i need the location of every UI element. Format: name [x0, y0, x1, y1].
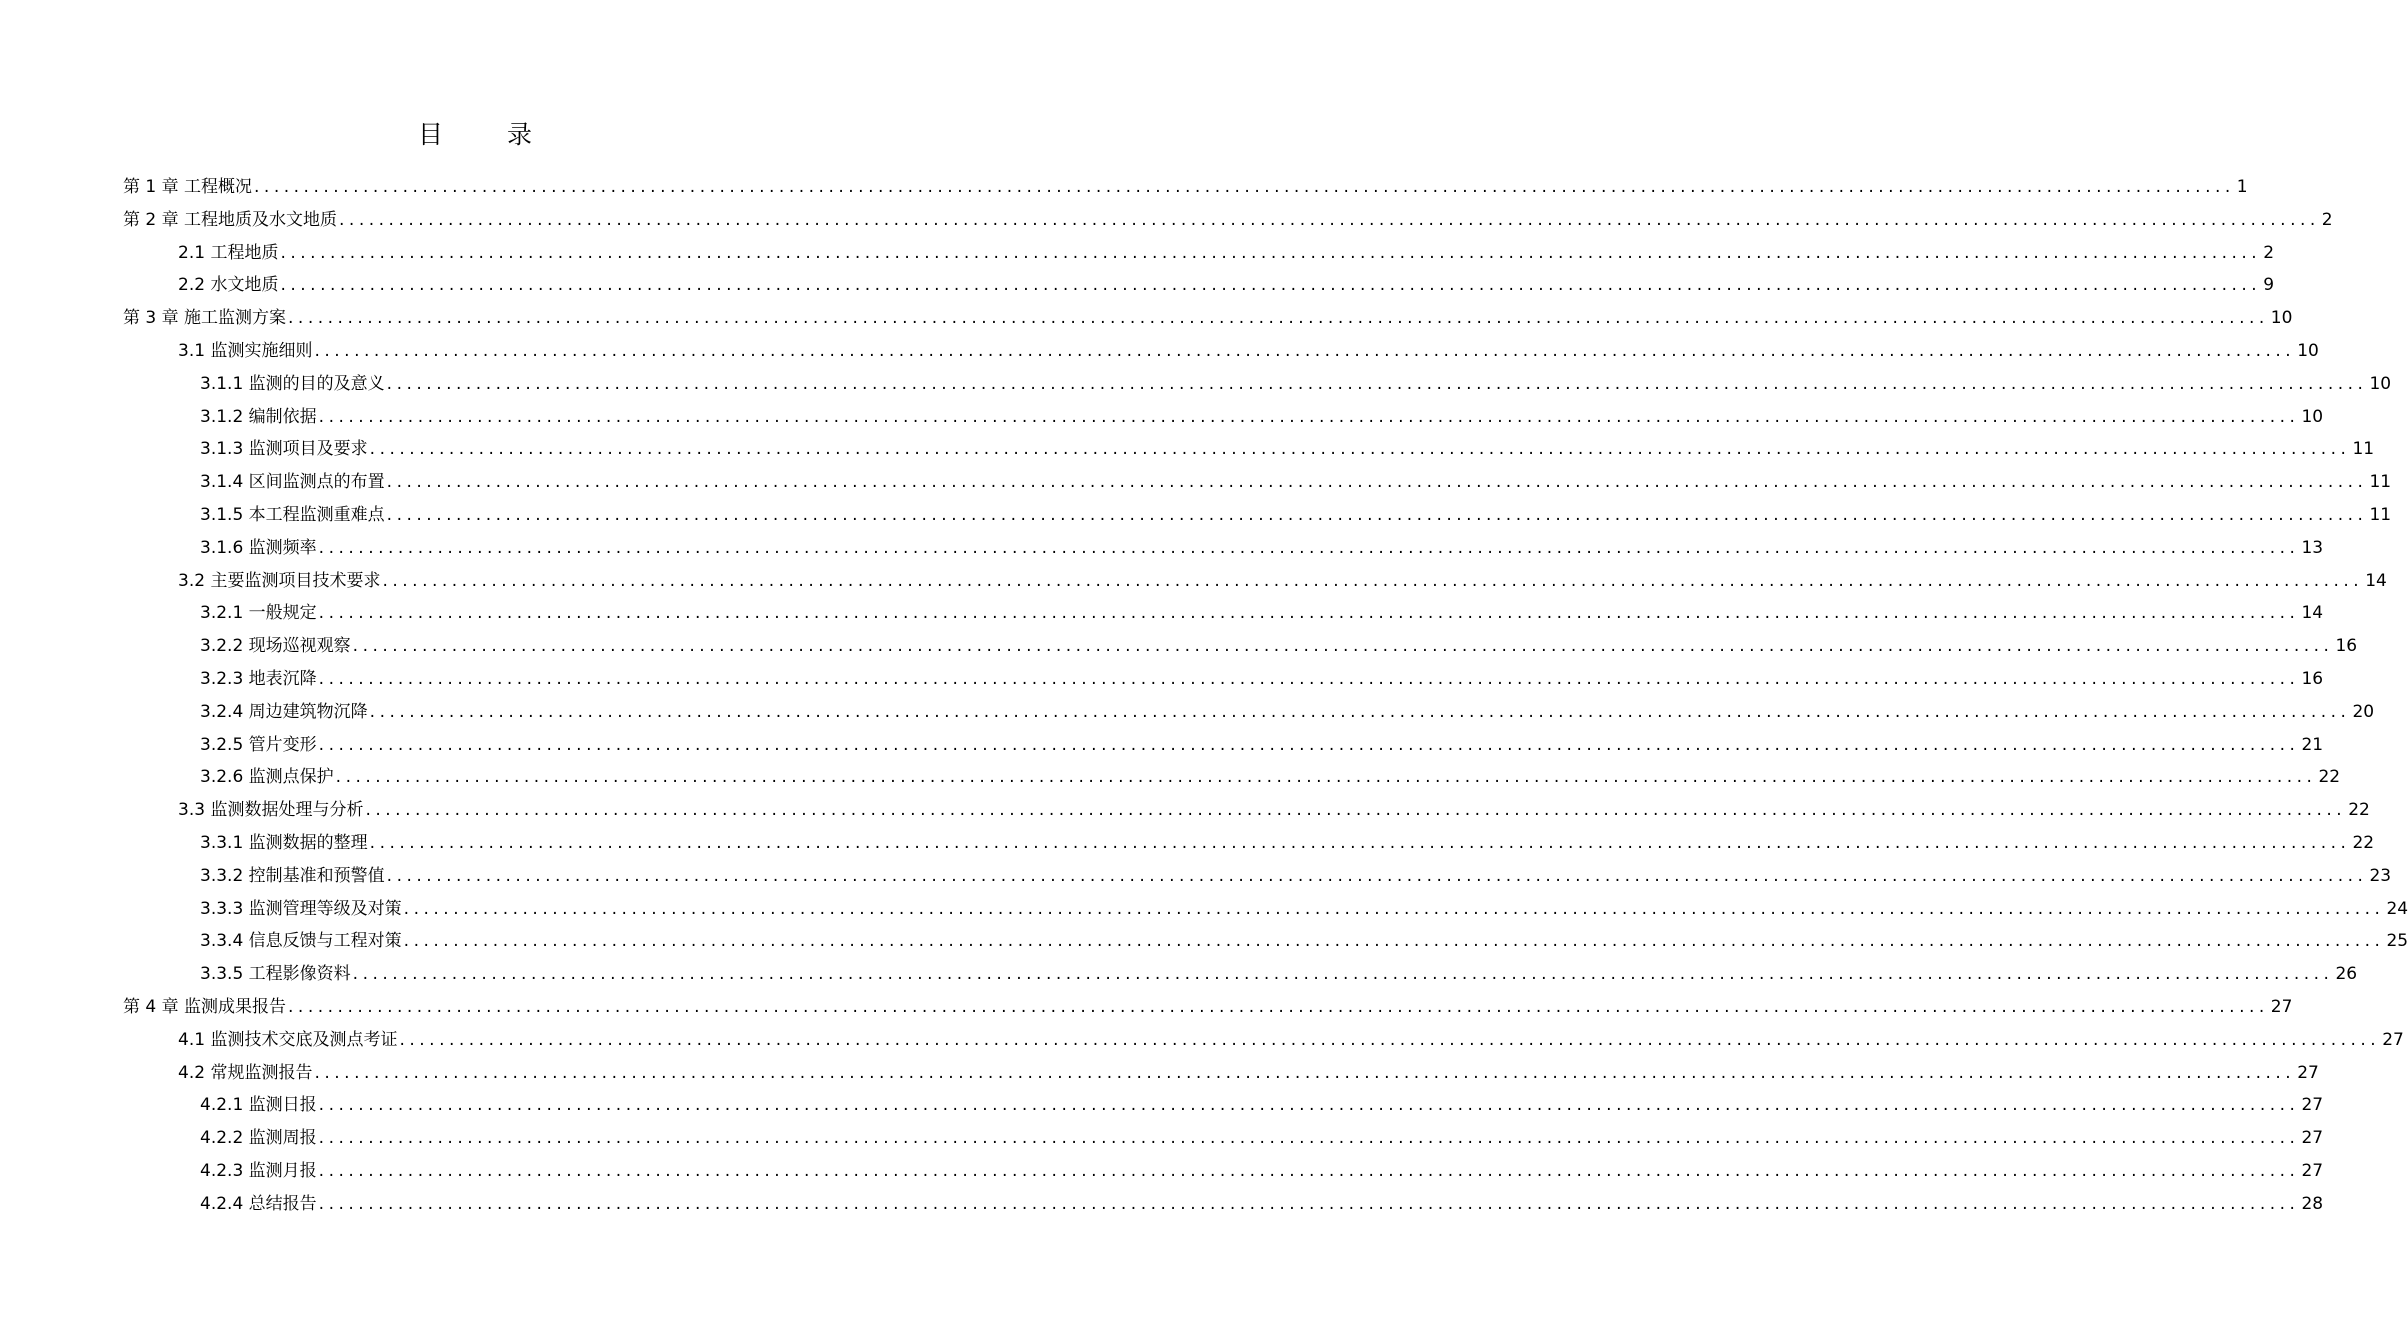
toc-page-number: 22: [2352, 833, 2375, 853]
toc-leader-dots: ........................................................................................................................................................................................................: [365, 800, 2347, 821]
toc-page-number: 21: [2301, 734, 2324, 755]
toc-entry[interactable]: [200, 724, 2324, 756]
toc-entry[interactable]: [200, 822, 2375, 854]
toc-leader-dots: ........................................................................................................................................................................................................: [288, 308, 2269, 329]
toc-entry-label: 3.3 监测数据处理与分析: [178, 800, 364, 821]
toc-entry[interactable]: [200, 658, 2324, 690]
toc-leader-dots: ........................................................................................................................................................................................................: [318, 406, 2300, 427]
toc-leader-dots: ........................................................................................................................................................................................................: [318, 537, 2300, 558]
toc-page-number: 11: [2352, 439, 2375, 460]
toc-entry-label: 3.2.6 监测点保护: [200, 767, 334, 788]
toc-page-number: 22: [2318, 767, 2341, 788]
toc-entry[interactable]: [123, 986, 2293, 1018]
toc-title: 目 录: [418, 120, 560, 149]
toc-entry[interactable]: [178, 560, 2387, 592]
toc-page-number: 25: [2386, 931, 2408, 952]
toc-entry-label: 4.2.1 监测日报: [200, 1095, 317, 1116]
toc-leader-dots: ........................................................................................................................................................................................................: [318, 734, 2300, 755]
toc-entry-label: 3.2.4 周边建筑物沉降: [200, 701, 368, 722]
toc-entry[interactable]: [178, 1019, 2404, 1051]
toc-entry[interactable]: [200, 855, 2392, 887]
toc-page-number: 9: [2263, 275, 2275, 296]
toc-entry-label: 2.1 工程地质: [178, 242, 279, 263]
toc-entry[interactable]: [200, 625, 2358, 657]
toc-entry-label: 3.3.5 工程影像资料: [200, 964, 351, 985]
toc-leader-dots: ........................................................................................................................................................................................................: [280, 275, 2262, 296]
toc-leader-dots: ........................................................................................................................................................................................................: [386, 865, 2368, 886]
toc-entry-label: 3.2.2 现场巡视观察: [200, 636, 351, 657]
toc-page-number: 27: [2382, 1029, 2404, 1050]
toc-entry[interactable]: [200, 1183, 2324, 1215]
toc-leader-dots: ........................................................................................................................................................................................................: [382, 570, 2364, 591]
toc-page-number: 10: [2369, 373, 2392, 394]
toc-page-number: 2: [2321, 209, 2333, 230]
toc-entry-label: 3.2.3 地表沉降: [200, 669, 317, 689]
toc-entry[interactable]: [200, 691, 2375, 723]
toc-leader-dots: ........................................................................................................................................................................................................: [352, 964, 2334, 985]
toc-page-number: 1: [2236, 177, 2248, 197]
toc-page-number: 20: [2352, 701, 2375, 722]
toc-leader-dots: ........................................................................................................................................................................................................: [386, 373, 2368, 394]
toc-leader-dots: ........................................................................................................................................................................................................: [403, 931, 2385, 952]
toc-page-number: 13: [2301, 537, 2324, 558]
toc-page-number: 16: [2301, 669, 2324, 689]
toc-entry[interactable]: [200, 396, 2324, 428]
toc-entry[interactable]: [178, 232, 2275, 264]
toc-leader-dots: ........................................................................................................................................................................................................: [318, 1095, 2300, 1116]
toc-entry-label: 2.2 水文地质: [178, 275, 279, 296]
toc-entry[interactable]: [178, 330, 2319, 362]
toc-leader-dots: ........................................................................................................................................................................................................: [369, 439, 2351, 460]
toc-entry[interactable]: [200, 363, 2392, 395]
toc-entry-label: 第 1 章 工程概况: [123, 177, 253, 197]
toc-entry-label: 3.1.5 本工程监测重难点: [200, 505, 385, 525]
toc-leader-dots: ........................................................................................................................................................................................................: [339, 209, 2320, 230]
toc-leader-dots: ........................................................................................................................................................................................................: [369, 833, 2351, 853]
toc-page-number: 10: [2301, 406, 2324, 427]
toc-entry-label: 3.2.1 一般规定: [200, 603, 317, 624]
toc-entry[interactable]: [178, 1052, 2319, 1084]
toc-entry-label: 第 2 章 工程地质及水文地质: [123, 209, 338, 230]
toc-page-number: 22: [2348, 800, 2370, 821]
toc-entry-label: 3.2.5 管片变形: [200, 734, 317, 755]
toc-entry-label: 3.3.4 信息反馈与工程对策: [200, 931, 402, 952]
toc-entry[interactable]: [123, 297, 2293, 329]
toc-page-number: 26: [2335, 964, 2358, 985]
toc-page-number: 27: [2301, 1128, 2324, 1149]
toc-leader-dots: ........................................................................................................................................................................................................: [386, 472, 2368, 493]
toc-entry[interactable]: [200, 592, 2324, 624]
toc-leader-dots: ........................................................................................................................................................................................................: [369, 701, 2351, 722]
toc-entry-label: 4.2.2 监测周报: [200, 1128, 317, 1149]
toc-entry-label: 3.1.6 监测频率: [200, 537, 317, 558]
toc-page-number: 11: [2369, 472, 2392, 493]
toc-leader-dots: ........................................................................................................................................................................................................: [318, 1193, 2300, 1214]
toc-page-number: 27: [2297, 1062, 2319, 1083]
toc-leader-dots: ........................................................................................................................................................................................................: [386, 505, 2368, 525]
toc-page-number: 11: [2369, 505, 2392, 525]
toc-leader-dots: ........................................................................................................................................................................................................: [352, 636, 2334, 657]
toc-leader-dots: ........................................................................................................................................................................................................: [318, 669, 2300, 689]
toc-entry-label: 3.3.3 监测管理等级及对策: [200, 898, 402, 919]
toc-leader-dots: ........................................................................................................................................................................................................: [399, 1029, 2381, 1050]
toc-entry[interactable]: [200, 953, 2358, 985]
toc-page-number: 27: [2301, 1161, 2324, 1181]
toc-entry-label: 4.1 监测技术交底及测点考证: [178, 1029, 398, 1050]
toc-leader-dots: ........................................................................................................................................................................................................: [314, 1062, 2296, 1083]
toc-leader-dots: ........................................................................................................................................................................................................: [318, 1161, 2300, 1181]
toc-entry[interactable]: [200, 1117, 2324, 1149]
toc-leader-dots: ........................................................................................................................................................................................................: [403, 898, 2385, 919]
toc-entry-label: 3.3.1 监测数据的整理: [200, 833, 368, 853]
toc-page-number: 10: [2270, 308, 2293, 329]
toc-entry-label: 3.1.4 区间监测点的布置: [200, 472, 385, 493]
toc-page-number: 28: [2301, 1193, 2324, 1214]
toc-page-number: 2: [2263, 242, 2275, 263]
toc-entry-label: 3.1.3 监测项目及要求: [200, 439, 368, 460]
toc-page-number: 14: [2301, 603, 2324, 624]
toc-entry[interactable]: [200, 428, 2375, 460]
toc-entry-label: 3.2 主要监测项目技术要求: [178, 570, 381, 591]
toc-entry[interactable]: [200, 461, 2392, 493]
toc-entry-label: 4.2.4 总结报告: [200, 1193, 317, 1214]
toc-leader-dots: ........................................................................................................................................................................................................: [318, 1128, 2300, 1149]
toc-leader-dots: ........................................................................................................................................................................................................: [335, 767, 2317, 788]
toc-page-number: 14: [2365, 570, 2387, 591]
toc-entry[interactable]: [123, 199, 2333, 231]
toc-entry[interactable]: [200, 920, 2408, 952]
toc-entry[interactable]: [200, 1150, 2324, 1182]
toc-entry[interactable]: [200, 1084, 2324, 1116]
toc-page-number: 16: [2335, 636, 2358, 657]
toc-entry[interactable]: [178, 264, 2275, 296]
toc-page-number: 27: [2301, 1095, 2324, 1116]
toc-leader-dots: ........................................................................................................................................................................................................: [280, 242, 2262, 263]
toc-entry[interactable]: [178, 789, 2370, 821]
toc-entry[interactable]: [200, 756, 2341, 788]
toc-entry[interactable]: [200, 494, 2392, 526]
toc-entry[interactable]: [200, 527, 2324, 559]
toc-entry-label: 4.2.3 监测月报: [200, 1161, 317, 1181]
toc-page-number: 23: [2369, 865, 2392, 886]
toc-entry[interactable]: [123, 166, 2248, 198]
toc-entry-label: 4.2 常规监测报告: [178, 1062, 313, 1083]
toc-leader-dots: ........................................................................................................................................................................................................: [318, 603, 2300, 624]
toc-entry-label: 3.3.2 控制基准和预警值: [200, 865, 385, 886]
toc-leader-dots: ........................................................................................................................................................................................................: [254, 177, 2235, 197]
toc-entry-label: 第 4 章 监测成果报告: [123, 997, 287, 1017]
toc-page-number: 24: [2386, 898, 2408, 919]
toc-entry-label: 第 3 章 施工监测方案: [123, 308, 287, 329]
toc-leader-dots: ........................................................................................................................................................................................................: [288, 997, 2269, 1017]
toc-entry[interactable]: [200, 888, 2408, 920]
toc-entry-label: 3.1 监测实施细则: [178, 341, 313, 361]
toc-page-number: 27: [2270, 997, 2293, 1017]
toc-page-number: 10: [2297, 341, 2319, 361]
toc-leader-dots: ........................................................................................................................................................................................................: [314, 341, 2296, 361]
toc-entry-label: 3.1.1 监测的目的及意义: [200, 373, 385, 394]
toc-entry-label: 3.1.2 编制依据: [200, 406, 317, 427]
